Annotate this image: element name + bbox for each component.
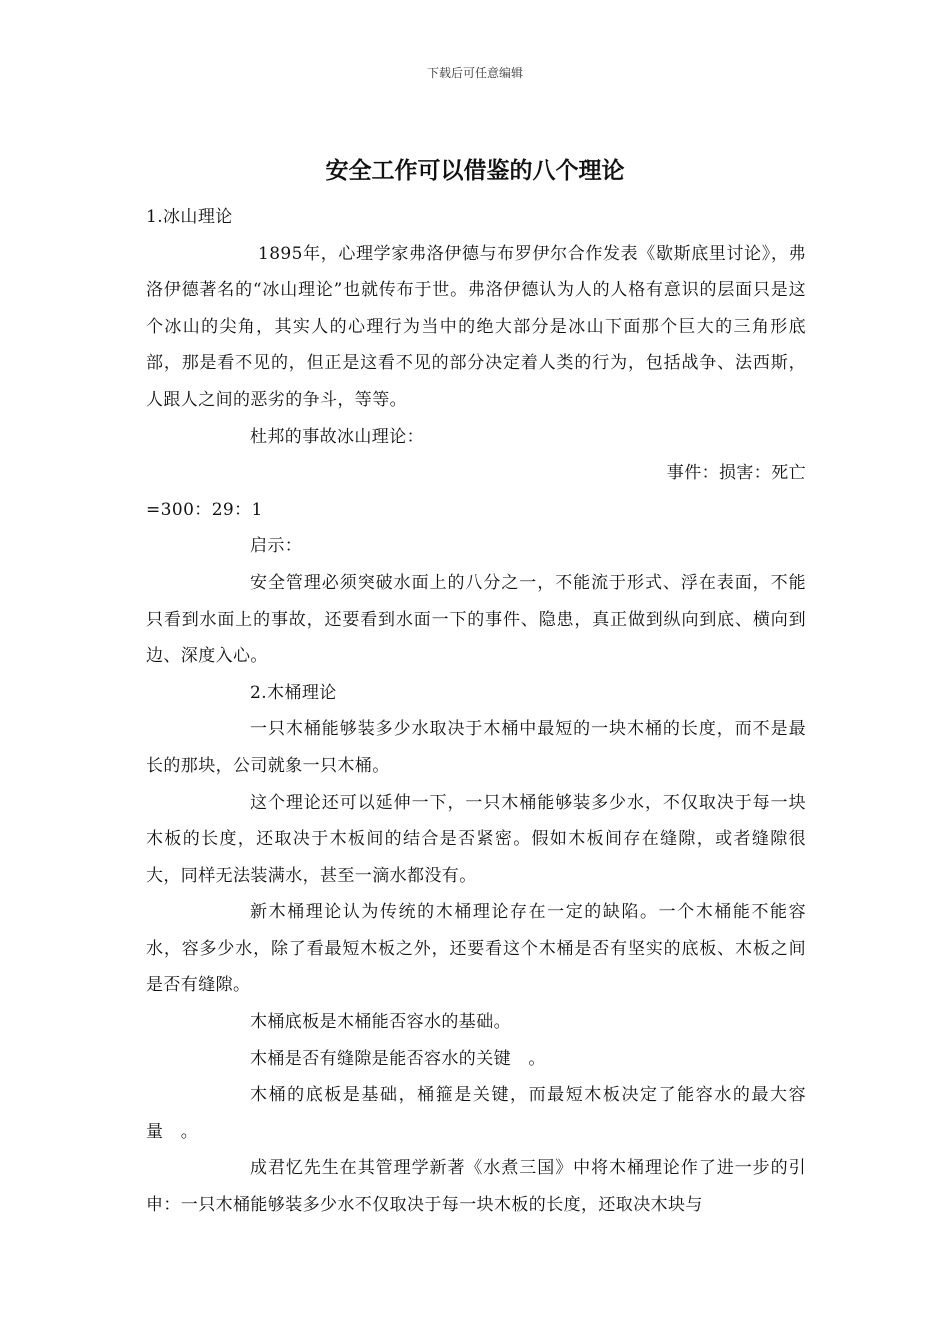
- header-note: 下载后可任意编辑: [426, 66, 523, 80]
- paragraph-barrel-6: 木桶的底板是基础，桶箍是关键，而最短木板决定了能容水的最大容量 。: [146, 1085, 806, 1142]
- document-title: 安全工作可以借鉴的八个理论: [325, 158, 625, 184]
- paragraph-barrel-4: 木桶底板是木桶能否容水的基础。: [250, 1012, 511, 1033]
- paragraph-dupont-label: 杜邦的事故冰山理论：: [250, 426, 424, 447]
- paragraph-insight-label: 启示：: [250, 536, 303, 557]
- paragraph-insight: 安全管理必须突破水面上的八分之一，不能流于形式、浮在表面，不能只看到水面上的事故，还要看到水面一下的事件、隐患，真正做到纵向到底、横向到边、深度入心。: [146, 572, 806, 667]
- paragraph-barrel-5: 木桶是否有缝隙是能否容水的关键 。: [250, 1048, 546, 1069]
- section-heading-iceberg: 1.冰山理论: [146, 207, 233, 227]
- paragraph-ratio-label: 事件：损害：死亡: [666, 463, 806, 484]
- paragraph-barrel-7: 成君忆先生在其管理学新著《水煮三国》中将木桶理论作了进一步的引申：一只木桶能够装多少水不仅取决于每一块木板的长度，还取决木块与: [146, 1158, 806, 1216]
- section-heading-barrel: 2.木桶理论: [250, 682, 337, 703]
- paragraph-barrel-2: 这个理论还可以延伸一下，一只木桶能够装多少水，不仅取决于每一块木板的长度，还取决于木板间的结合是否紧密。假如木板间存在缝隙，或者缝隙很大，同样无法装满水，甚至一滴水都没有。: [146, 792, 806, 886]
- document-body: [146, 199, 806, 1224]
- paragraph-iceberg-intro: 1895年，心理学家弗洛伊德与布罗伊尔合作发表《歇斯底里讨论》，弗洛伊德著名的“冰山理论”也就传布于世。弗洛伊德认为人的人格有意识的层面只是这个冰山的尖角，其实人的心理行为当中的绝大部分是冰山下面那个巨大的三角形底部，那是看不见的，但正是这看不见的部分决定着人类的行为，包括战争、法西斯，人跟人之间的恶劣的争斗，等等。: [146, 243, 806, 410]
- paragraph-barrel-1: 一只木桶能够装多少水取决于木桶中最短的一块木桶的长度，而不是最长的那块，公司就象一只木桶。: [146, 719, 806, 776]
- paragraph-ratio-value: =300：29：1: [146, 499, 263, 520]
- paragraph-barrel-3: 新木桶理论认为传统的木桶理论存在一定的缺陷。一个木桶能不能容水，容多少水，除了看最短木板之外，还要看这个木桶是否有坚实的底板、木板之间是否有缝隙。: [146, 902, 806, 996]
